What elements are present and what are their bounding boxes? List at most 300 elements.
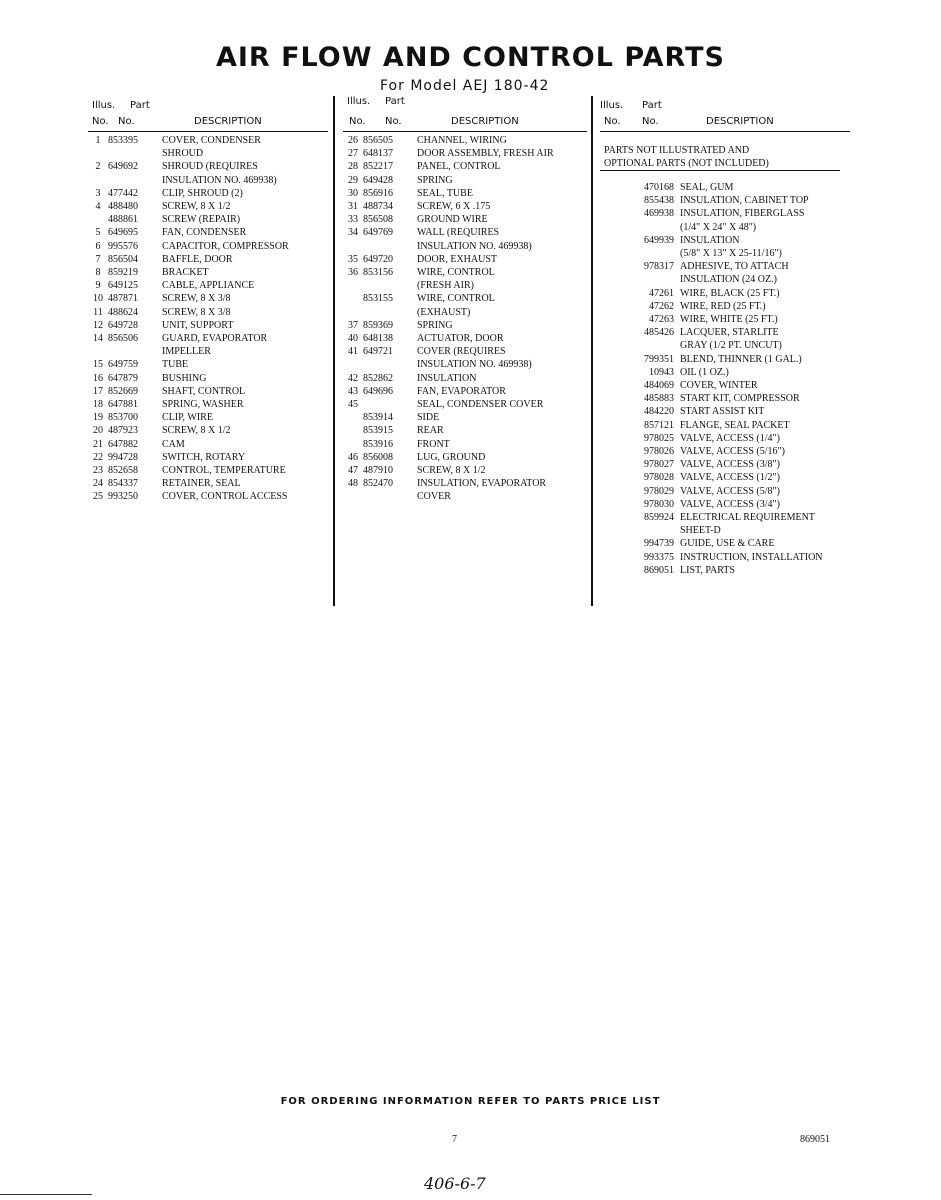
description-cell: WIRE, CONTROL [417, 267, 495, 279]
part-number-cell: 487910 [363, 465, 393, 477]
description-cell: WALL (REQUIRES [417, 227, 500, 239]
table-row [600, 551, 850, 564]
page-title: AIR FLOW AND CONTROL PARTS [215, 42, 726, 73]
no-header: No. [604, 116, 621, 127]
table-row [600, 485, 850, 498]
table-row [600, 221, 850, 234]
description-cell: GRAY (1/2 PT. UNCUT) [680, 340, 782, 352]
description-cell: FAN, CONDENSER [162, 227, 247, 239]
illus-number-cell: 31 [348, 201, 358, 213]
table-row [88, 451, 328, 464]
table-row [343, 292, 587, 305]
table-row [88, 345, 328, 358]
description-cell: BUSHING [162, 372, 207, 384]
description-cell: COVER, CONDENSER [162, 135, 261, 146]
part-number-cell: 853914 [363, 412, 393, 424]
table-row [600, 287, 850, 300]
part-number-cell: 485426 [644, 327, 674, 339]
table-row [600, 432, 850, 445]
spacer [600, 564, 620, 577]
part-number-cell [363, 279, 417, 292]
part-header: Part [130, 100, 150, 111]
table-row [343, 134, 587, 147]
description-cell: IMPELLER [162, 346, 211, 358]
illus-number-cell: 8 [95, 267, 101, 279]
handwritten-note: 406-6-7 [424, 1174, 486, 1193]
part-number-cell: 994739 [644, 538, 674, 550]
page-subtitle: For Model AEJ 180-42 [380, 78, 550, 94]
illus-number-cell: 3 [95, 187, 101, 199]
part-number-cell: 855438 [644, 195, 674, 207]
part-number-cell: 647882 [108, 438, 138, 450]
description-cell: DOOR, EXHAUST [417, 253, 497, 265]
illus-number-cell: 33 [348, 214, 358, 226]
description-cell: FLANGE, SEAL PACKET [680, 419, 790, 431]
illus-number-cell [343, 358, 363, 371]
part-number-cell: 649728 [108, 319, 138, 331]
table-row [343, 451, 587, 464]
illus-number-cell: 22 [93, 451, 103, 463]
illus-header: Illus. [347, 96, 371, 107]
table-row [88, 240, 328, 253]
description-header: DESCRIPTION [451, 116, 519, 127]
description-cell: UNIT, SUPPORT [162, 319, 234, 331]
description-cell: SCREW, 8 X 1/2 [162, 425, 231, 437]
page-number: 7 [452, 1134, 457, 1145]
part-number-cell: 852470 [363, 478, 393, 490]
table-row [600, 405, 850, 418]
part-number-cell: 485883 [644, 393, 674, 405]
illus-header: Illus. [92, 100, 116, 111]
description-cell: SPRING, WASHER [162, 399, 244, 411]
illus-number-cell [343, 292, 363, 305]
part-number-cell: 649695 [108, 227, 138, 239]
table-row [600, 537, 850, 550]
spacer [600, 485, 620, 498]
part-number-cell: 854337 [108, 478, 138, 490]
table-row [600, 247, 850, 260]
spacer [600, 353, 620, 366]
table-row [343, 306, 587, 319]
illus-number-cell: 21 [93, 438, 103, 450]
description-cell: SCREW, 6 X .175 [417, 201, 491, 213]
part-number-cell: 648138 [363, 333, 393, 345]
part-number-cell: 649721 [363, 346, 393, 358]
description-cell: SEAL, TUBE [417, 187, 473, 199]
spacer [600, 247, 620, 260]
part-no-header: No. [642, 116, 659, 127]
description-cell: CAPACITOR, COMPRESSOR [162, 240, 289, 252]
part-number-cell: 649692 [108, 161, 138, 173]
illus-header: Illus. [600, 100, 624, 111]
description-cell: SHROUD (REQUIRES [162, 161, 258, 173]
column-header [600, 96, 850, 134]
part-header: Part [642, 100, 662, 111]
table-row [343, 266, 587, 279]
part-number-cell [620, 524, 680, 537]
illus-number-cell: 40 [348, 333, 358, 345]
table-row [343, 213, 587, 226]
illus-number-cell: 42 [348, 372, 358, 384]
description-cell: GROUND WIRE [417, 214, 488, 226]
spacer [600, 511, 620, 524]
table-row [88, 174, 328, 187]
table-row [600, 339, 850, 352]
part-number-cell: 487923 [108, 425, 138, 437]
table-row [88, 438, 328, 451]
part-number-cell: 856504 [108, 253, 138, 265]
spacer [600, 194, 620, 207]
part-number-cell: 978030 [644, 498, 674, 510]
part-number-cell: 647879 [108, 372, 138, 384]
parts-table [343, 134, 587, 504]
spacer [600, 432, 620, 445]
description-header: DESCRIPTION [706, 116, 774, 127]
part-number-cell [620, 339, 680, 352]
description-cell: SEAL, GUM [680, 182, 734, 193]
header-rule [600, 131, 850, 132]
description-cell: INSULATION, EVAPORATOR [417, 478, 547, 490]
illus-number-cell: 11 [93, 306, 103, 318]
description-cell: SEAL, CONDENSER COVER [417, 399, 544, 411]
part-number-cell: 994728 [108, 451, 138, 463]
illus-number-cell: 27 [348, 148, 358, 160]
notice-line: PARTS NOT ILLUSTRATED AND [604, 145, 750, 156]
part-number-cell: 649769 [363, 227, 393, 239]
part-number-cell: 477442 [108, 187, 138, 199]
table-row [88, 160, 328, 173]
illus-number-cell: 26 [348, 135, 358, 146]
description-cell: SCREW, 8 X 3/8 [162, 293, 231, 305]
description-cell: WIRE, CONTROL [417, 293, 495, 305]
table-row [343, 490, 587, 503]
description-cell: ELECTRICAL REQUIREMENT [680, 512, 815, 524]
description-cell: INSULATION NO. 469938) [417, 359, 532, 371]
spacer [600, 524, 620, 537]
part-number-cell: 648137 [363, 148, 393, 160]
description-cell: INSULATION NO. 469938) [162, 174, 277, 186]
part-number-cell: 978029 [644, 485, 674, 497]
illus-number-cell: 35 [348, 253, 358, 265]
illus-number-cell: 37 [348, 319, 358, 331]
description-cell: CONTROL, TEMPERATURE [162, 465, 286, 477]
table-row [343, 438, 587, 451]
part-number-cell: 484220 [644, 406, 674, 418]
part-number-cell: 469938 [644, 208, 674, 220]
description-cell: COVER (REQUIRES [417, 346, 506, 358]
table-row [600, 366, 850, 379]
column-divider [333, 96, 335, 606]
no-header: No. [92, 116, 109, 127]
part-number-cell: 856916 [363, 187, 393, 199]
table-row [343, 477, 587, 490]
description-cell: (EXHAUST) [417, 306, 471, 318]
part-number-cell [363, 358, 417, 371]
spacer [600, 366, 620, 379]
table-row [88, 398, 328, 411]
illus-number-cell [343, 279, 363, 292]
spacer [600, 471, 620, 484]
part-number-cell: 852669 [108, 385, 138, 397]
part-number-cell [620, 273, 680, 286]
description-cell: CABLE, APPLIANCE [162, 280, 255, 292]
description-cell: WIRE, BLACK (25 FT.) [680, 287, 780, 299]
notice-line: OPTIONAL PARTS (NOT INCLUDED) [604, 158, 769, 169]
description-cell: VALVE, ACCESS (3/4") [680, 498, 780, 510]
part-number-cell: 853395 [108, 135, 138, 146]
spacer [600, 287, 620, 300]
spacer [600, 300, 620, 313]
description-cell: REAR [417, 425, 444, 437]
table-row [343, 345, 587, 358]
description-cell: FRONT [417, 438, 450, 450]
table-row [343, 240, 587, 253]
illus-number-cell: 19 [93, 412, 103, 424]
spacer [600, 537, 620, 550]
illus-number-cell: 24 [93, 478, 103, 490]
table-row [88, 464, 328, 477]
table-row [600, 392, 850, 405]
table-row [343, 332, 587, 345]
part-number-cell: 993250 [108, 491, 138, 503]
part-no-header: No. [118, 116, 135, 127]
description-cell: FAN, EVAPORATOR [417, 385, 506, 397]
illus-number-cell [88, 345, 108, 358]
description-cell: SCREW, 8 X 1/2 [162, 201, 231, 213]
illus-number-cell [88, 174, 108, 187]
description-cell: SPRING [417, 319, 453, 331]
description-cell: SWITCH, ROTARY [162, 451, 246, 463]
illus-number-cell: 48 [348, 478, 358, 490]
table-row [343, 279, 587, 292]
part-number-cell: 993375 [644, 551, 674, 563]
description-cell: RETAINER, SEAL [162, 478, 241, 490]
part-number-cell: 978026 [644, 446, 674, 458]
illus-number-cell [343, 424, 363, 437]
description-cell: INSULATION, CABINET TOP [680, 195, 809, 207]
table-row [343, 200, 587, 213]
description-cell: LUG, GROUND [417, 451, 486, 463]
illus-number-cell: 30 [348, 187, 358, 199]
illus-number-cell: 7 [95, 253, 101, 265]
part-number-cell: 649759 [108, 359, 138, 371]
table-row [600, 445, 850, 458]
table-row [600, 194, 850, 207]
description-cell: VALVE, ACCESS (3/8") [680, 459, 780, 471]
spacer [600, 181, 620, 194]
description-cell: SHEET-D [680, 525, 721, 537]
illus-number-cell: 23 [93, 465, 103, 477]
part-number-cell [108, 174, 162, 187]
no-header: No. [349, 116, 366, 127]
spacer [600, 273, 620, 286]
table-row [343, 411, 587, 424]
spacer [600, 313, 620, 326]
description-cell: CLIP, WIRE [162, 412, 213, 424]
illus-number-cell: 34 [348, 227, 358, 239]
part-number-cell: 488861 [108, 214, 138, 226]
parts-column-1 [88, 96, 328, 504]
illus-number-cell [88, 147, 108, 160]
part-number-cell: 852658 [108, 465, 138, 477]
table-row [88, 306, 328, 319]
illus-number-cell: 20 [93, 425, 103, 437]
description-cell: INSULATION (24 OZ.) [680, 274, 777, 286]
spacer [600, 207, 620, 220]
illus-number-cell: 36 [348, 267, 358, 279]
part-number-cell [363, 240, 417, 253]
illus-number-cell: 25 [93, 491, 103, 503]
table-row [88, 279, 328, 292]
table-row [88, 253, 328, 266]
part-number-cell: 995576 [108, 240, 138, 252]
spacer [600, 551, 620, 564]
description-cell: OIL (1 OZ.) [680, 366, 729, 378]
table-row [88, 213, 328, 226]
table-row [343, 424, 587, 437]
spacer [600, 260, 620, 273]
part-number-cell: 852862 [363, 372, 393, 384]
part-number-cell: 647881 [108, 399, 138, 411]
illus-number-cell: 2 [95, 161, 101, 173]
description-cell: CHANNEL, WIRING [417, 135, 507, 146]
description-cell: COVER, WINTER [680, 380, 758, 392]
parts-column-2 [343, 96, 587, 504]
ordering-footer: FOR ORDERING INFORMATION REFER TO PARTS PRICE LIST [280, 1096, 661, 1107]
description-cell: INSULATION, FIBERGLASS [680, 208, 805, 220]
description-cell: ACTUATOR, DOOR [417, 333, 504, 345]
table-row [88, 226, 328, 239]
spacer [600, 234, 620, 247]
table-row [600, 207, 850, 220]
illus-number-cell [343, 306, 363, 319]
column-header [343, 96, 587, 134]
part-number-cell: 978027 [644, 459, 674, 471]
illus-number-cell: 29 [348, 174, 358, 186]
description-cell: SCREW, 8 X 1/2 [417, 465, 486, 477]
illus-number-cell: 28 [348, 161, 358, 173]
table-row [343, 385, 587, 398]
parts-column-3 [600, 96, 850, 577]
description-cell: PANEL, CONTROL [417, 161, 501, 173]
table-row [600, 471, 850, 484]
part-number-cell: 856008 [363, 451, 393, 463]
illus-number-cell: 15 [93, 359, 103, 371]
table-row [88, 134, 328, 147]
table-row [600, 498, 850, 511]
table-row [88, 411, 328, 424]
illus-number-cell: 12 [93, 319, 103, 331]
part-number-cell: 859219 [108, 267, 138, 279]
part-number-cell: 484069 [644, 380, 674, 392]
illus-number-cell [343, 438, 363, 451]
table-row [88, 332, 328, 345]
part-no-header: No. [385, 116, 402, 127]
parts-table [88, 134, 328, 504]
description-cell: SCREW (REPAIR) [162, 214, 241, 226]
description-cell: WIRE, WHITE (25 FT.) [680, 314, 778, 326]
table-row [88, 147, 328, 160]
table-row [600, 524, 850, 537]
part-number-cell: 853915 [363, 425, 393, 437]
spacer [600, 458, 620, 471]
part-number-cell: 47262 [649, 300, 674, 312]
description-cell: VALVE, ACCESS (1/4") [680, 432, 780, 444]
part-number-cell [363, 398, 417, 411]
table-row [88, 372, 328, 385]
table-row [343, 398, 587, 411]
illus-number-cell: 41 [348, 346, 358, 358]
spacer [600, 498, 620, 511]
description-cell: TUBE [162, 359, 189, 371]
table-row [88, 319, 328, 332]
part-number-cell: 856505 [363, 135, 393, 146]
corner-rule [0, 1194, 92, 1195]
description-cell: CLIP, SHROUD (2) [162, 187, 243, 199]
description-cell: CAM [162, 438, 185, 450]
table-row [343, 147, 587, 160]
illus-number-cell [343, 411, 363, 424]
table-row [343, 372, 587, 385]
illus-number-cell: 45 [348, 399, 358, 411]
spacer [600, 405, 620, 418]
part-number-cell [363, 490, 417, 503]
part-number-cell: 649720 [363, 253, 393, 265]
part-number-cell [620, 247, 680, 260]
part-number-cell: 853156 [363, 267, 393, 279]
part-number-cell: 470168 [644, 182, 674, 193]
table-row [343, 253, 587, 266]
part-number-cell: 859924 [644, 512, 674, 524]
description-cell: START KIT, COMPRESSOR [680, 393, 800, 405]
table-row [600, 300, 850, 313]
table-row [600, 458, 850, 471]
part-number-cell: 852217 [363, 161, 393, 173]
table-row [343, 358, 587, 371]
table-row [600, 379, 850, 392]
description-cell: INSULATION [417, 372, 477, 384]
part-number-cell: 853916 [363, 438, 393, 450]
illus-number-cell: 4 [95, 201, 101, 213]
description-cell: GUARD, EVAPORATOR [162, 333, 268, 345]
part-number-cell: 47261 [649, 287, 674, 299]
part-number-cell: 488734 [363, 201, 393, 213]
description-cell: LIST, PARTS [680, 564, 735, 576]
part-number-cell: 799351 [644, 353, 674, 365]
description-cell: (1/4" X 24" X 48") [680, 221, 757, 233]
header-rule [343, 131, 587, 132]
description-cell: BLEND, THINNER (1 GAL.) [680, 353, 802, 365]
illus-number-cell: 17 [93, 385, 103, 397]
description-cell: INSULATION [680, 234, 740, 246]
illus-number-cell: 14 [93, 333, 103, 345]
description-cell: SPRING [417, 174, 453, 186]
illus-number-cell: 18 [93, 399, 103, 411]
illus-number-cell [343, 240, 363, 253]
part-number-cell [108, 147, 162, 160]
illus-number-cell: 9 [95, 280, 101, 292]
spacer [600, 339, 620, 352]
description-cell: LACQUER, STARLITE [680, 327, 779, 339]
description-cell: ADHESIVE, TO ATTACH [680, 261, 789, 273]
part-number-cell: 856508 [363, 214, 393, 226]
part-number-cell: 649125 [108, 280, 138, 292]
not-illustrated-notice [600, 144, 840, 171]
part-number-cell: 978028 [644, 472, 674, 484]
table-row [88, 358, 328, 371]
illus-number-cell: 46 [348, 451, 358, 463]
spacer [600, 445, 620, 458]
